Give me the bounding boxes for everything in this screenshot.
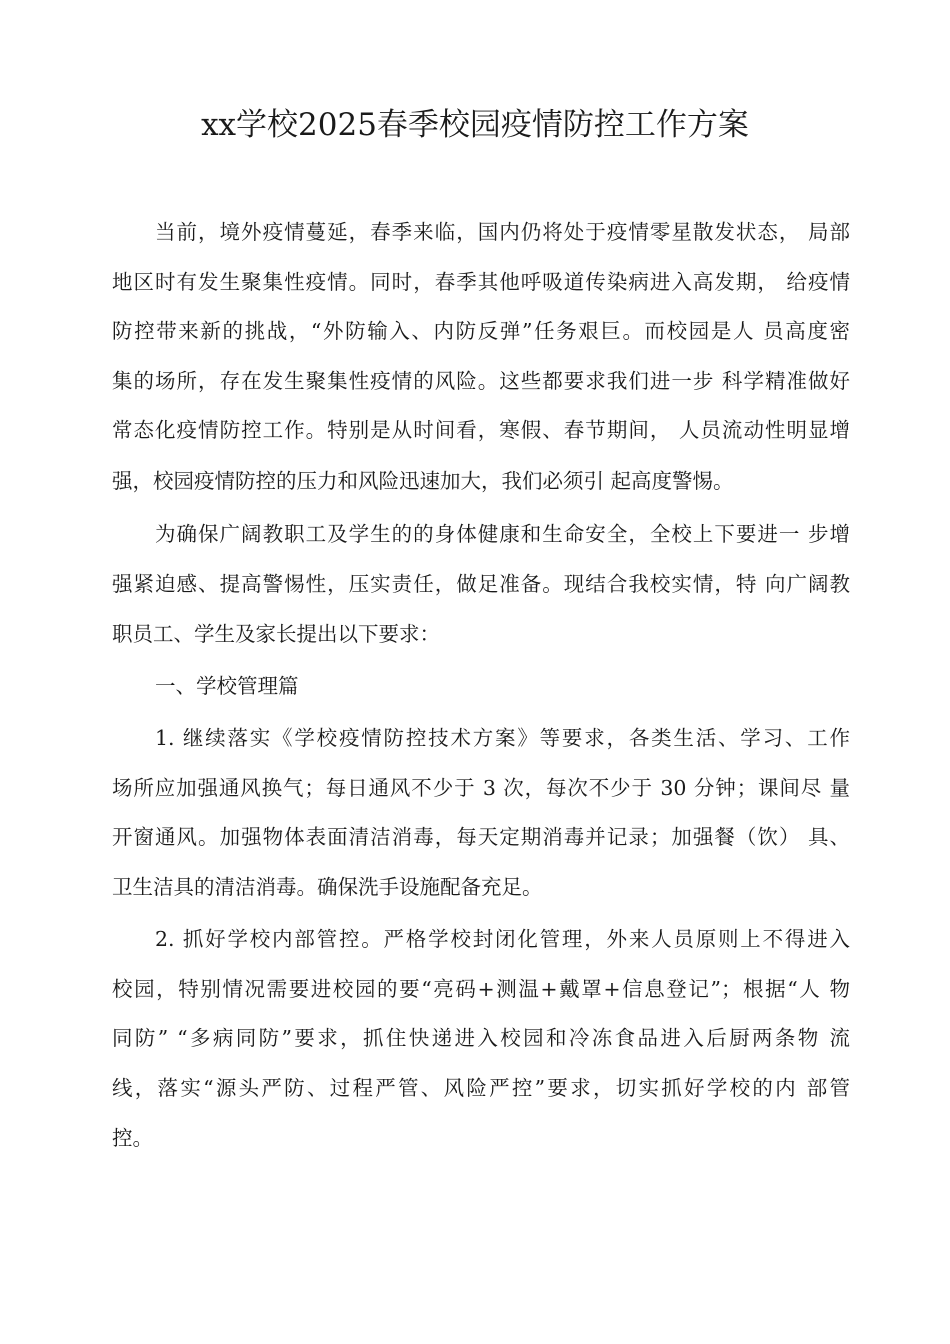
paragraph-line: 强紧迫感、提高警惕性，压实责任，做足准备。现结合我校实情，特 向广阔教	[112, 572, 850, 596]
paragraph-line: 为确保广阔教职工及学生的的身体健康和生命安全，全校上下要进一 步增	[155, 522, 850, 546]
paragraph-line: 强，校园疫情防控的压力和风险迅速加大，我们必须引 起高度警惕。	[112, 469, 734, 493]
section-heading: 一、学校管理篇	[155, 674, 299, 698]
paragraph-line: 集的场所，存在发生聚集性疫情的风险。这些都要求我们进一步 科学精准做好	[112, 369, 850, 393]
paragraph-line: 1. 继续落实《学校疫情防控技术方案》等要求，各类生活、学习、工作	[155, 726, 850, 750]
paragraph-line: 开窗通风。加强物体表面清洁消毒，每天定期消毒并记录；加强餐（饮） 具、	[112, 825, 850, 849]
document-title: xx学校2025春季校园疫情防控工作方案	[201, 107, 749, 143]
paragraph-line: 地区时有发生聚集性疫情。同时，春季其他呼吸道传染病进入高发期， 给疫情	[112, 270, 850, 294]
paragraph-line: 场所应加强通风换气；每日通风不少于 3 次，每次不少于 30 分钟；课间尽 量	[112, 776, 850, 800]
paragraph-line: 防控带来新的挑战，“外防输入、内防反弹”任务艰巨。而校园是人 员高度密	[112, 319, 850, 343]
paragraph-line: 常态化疫情防控工作。特别是从时间看，寒假、春节期间， 人员流动性明显增	[112, 418, 850, 442]
paragraph-line: 控。	[112, 1126, 153, 1150]
paragraph-line: 卫生洁具的清洁消毒。确保洗手设施配备充足。	[112, 875, 543, 899]
paragraph-line: 同防” “多病同防”要求，抓住快递进入校园和冷冻食品进入后厨两条物 流	[112, 1026, 850, 1050]
paragraph-line: 线，落实“源头严防、过程严管、风险严控”要求，切实抓好学校的内 部管	[112, 1076, 850, 1100]
paragraph-line: 职员工、学生及家长提出以下要求：	[112, 622, 440, 646]
paragraph-line: 当前，境外疫情蔓延，春季来临，国内仍将处于疫情零星散发状态， 局部	[155, 220, 850, 244]
paragraph-line: 2. 抓好学校内部管控。严格学校封闭化管理，外来人员原则上不得进入	[155, 927, 850, 951]
paragraph-line: 校园，特别情况需要进校园的要“亮码+测温+戴罩+信息登记”；根据“人 物	[112, 977, 850, 1001]
